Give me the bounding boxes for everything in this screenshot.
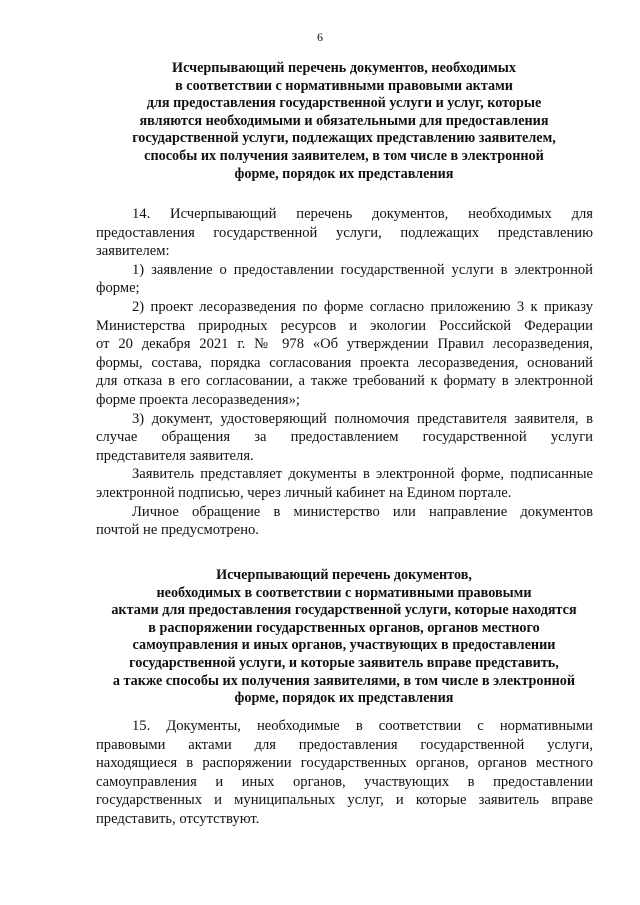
text-line: форме проекта лесоразведения»;: [96, 391, 300, 408]
text-line: случае обращения за предоставлением государственной услуги: [96, 429, 593, 446]
text-line: правовыми актами для предоставления государственной услуги,: [96, 736, 593, 753]
heading-line: самоуправления и иных органов, участвующих в предоставлении: [132, 637, 556, 654]
section-heading-state-held-documents: [96, 567, 592, 708]
heading-line: Исчерпывающий перечень документов,: [216, 567, 472, 583]
text-line: 1) заявление о предоставлении государственной услуги в электронной: [132, 261, 593, 278]
section-heading-required-documents: [96, 60, 592, 183]
text-line: 2) проект лесоразведения по форме согласно приложению 3 к приказу: [132, 298, 593, 315]
heading-line: в соответствии с нормативными правовыми актами: [175, 77, 513, 94]
paragraph-15: [96, 717, 593, 829]
text-line: представителя заявителя.: [96, 447, 254, 464]
section-15-body: [96, 717, 593, 829]
heading-line: государственной услуги, и которые заявитель вправе представить,: [129, 654, 559, 671]
text-line: представить, отсутствуют.: [96, 810, 260, 827]
paragraph-14-item-3: [96, 410, 593, 466]
heading-line: необходимых в соответствии с нормативными правовыми: [156, 584, 532, 601]
heading-line: государственной услуги, подлежащих представлению заявителем,: [132, 130, 556, 147]
heading-line: Исчерпывающий перечень документов, необходимых: [172, 60, 516, 76]
page-number: 6: [317, 30, 323, 44]
paragraph-14-electronic: [96, 465, 593, 502]
heading-line: для предоставления государственной услуги и услуг, которые: [146, 95, 542, 112]
text-line: электронной подписью, через личный кабинет на Едином портале.: [96, 484, 512, 501]
paragraph-14-personal: [96, 503, 593, 540]
heading-line: являются необходимыми и обязательными для предоставления: [139, 112, 549, 129]
text-line: заявителем:: [96, 243, 170, 260]
heading-line: форме, порядок их представления: [234, 690, 454, 707]
text-line: предоставления государственной услуги, подлежащих представлению: [96, 224, 593, 241]
text-line: формы, состава, порядка согласования проекта лесоразведения, оснований: [96, 354, 593, 371]
text-line: 15. Документы, необходимые в соответствии с нормативными: [132, 718, 593, 734]
text-line: от 20 декабря 2021 г. № 978 «Об утверждении Правил лесоразведения,: [96, 336, 593, 353]
text-line: самоуправления и иных органов, участвующих в предоставлении: [96, 773, 593, 790]
heading-line: в распоряжении государственных органов, органов местного: [148, 619, 540, 636]
heading-line: актами для предоставления государственной услуги, которые находятся: [111, 602, 577, 619]
heading-line: а также способы их получения заявителями, в том числе в электронной: [112, 672, 576, 689]
text-line: форме;: [96, 280, 140, 297]
text-line: Министерства природных ресурсов и экологии Российской Федерации: [96, 317, 593, 334]
text-line: почтой не предусмотрено.: [96, 522, 259, 539]
section-14-body: [96, 205, 593, 540]
text-line: 3) документ, удостоверяющий полномочия представителя заявителя, в: [132, 410, 593, 427]
paragraph-14-item-1: [96, 261, 593, 298]
text-line: для отказа в его согласовании, а также требований к формату в электронной: [96, 373, 593, 390]
text-line: государственных и муниципальных услуг, и которые заявитель вправе: [96, 792, 593, 809]
heading-line: способы их получения заявителем, в том числе в электронной: [144, 147, 544, 164]
text-line: находящиеся в распоряжении государственных органов, органов местного: [96, 755, 593, 772]
paragraph-14-item-2: [96, 298, 593, 410]
paragraph-14-intro: [96, 205, 593, 261]
text-line: Заявитель представляет документы в электронной форме, подписанные: [132, 466, 593, 483]
text-line: Личное обращение в министерство или направление документов: [132, 503, 593, 520]
heading-line: форме, порядок их представления: [234, 165, 454, 182]
text-line: 14. Исчерпывающий перечень документов, необходимых для: [132, 206, 593, 222]
